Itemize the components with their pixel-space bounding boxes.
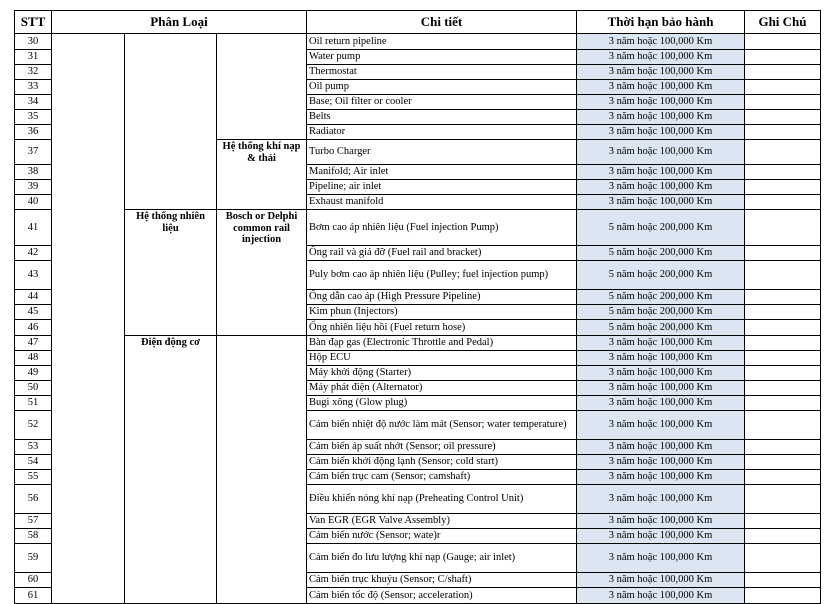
category-cell [217, 396, 307, 411]
row-note [745, 351, 821, 366]
header-stt: STT [15, 11, 52, 34]
table-row [15, 290, 821, 305]
table-row [15, 320, 821, 336]
table-row [15, 381, 821, 396]
category-cell [52, 261, 125, 290]
category-cell [217, 290, 307, 305]
row-stt: 43 [15, 261, 52, 290]
category-cell [125, 588, 217, 604]
row-stt: 44 [15, 290, 52, 305]
row-note [745, 179, 821, 194]
row-detail: Water pump [307, 49, 577, 64]
row-note [745, 109, 821, 124]
table-row [15, 124, 821, 140]
row-warranty: 3 năm hoặc 100,000 Km [577, 49, 745, 64]
row-detail: Pipeline; air inlet [307, 179, 577, 194]
row-note [745, 455, 821, 470]
category-cell [125, 164, 217, 179]
category-cell [125, 366, 217, 381]
table-row [15, 246, 821, 261]
row-detail: Radiator [307, 124, 577, 140]
row-warranty: 3 năm hoặc 100,000 Km [577, 544, 745, 573]
row-note [745, 246, 821, 261]
table-row [15, 164, 821, 179]
row-warranty: 3 năm hoặc 100,000 Km [577, 470, 745, 485]
row-note [745, 544, 821, 573]
category-cell [125, 261, 217, 290]
category-cell [52, 34, 125, 50]
category-cell [52, 366, 125, 381]
row-warranty: 5 năm hoặc 200,000 Km [577, 290, 745, 305]
table-row [15, 588, 821, 604]
row-stt: 47 [15, 335, 52, 351]
row-note [745, 305, 821, 320]
table-row [15, 94, 821, 109]
category-cell [125, 529, 217, 544]
row-warranty: 3 năm hoặc 100,000 Km [577, 485, 745, 514]
row-stt: 37 [15, 140, 52, 165]
category-cell [125, 440, 217, 455]
category-cell [52, 164, 125, 179]
row-note [745, 335, 821, 351]
row-warranty: 3 năm hoặc 100,000 Km [577, 34, 745, 50]
row-warranty: 3 năm hoặc 100,000 Km [577, 64, 745, 79]
row-warranty: 3 năm hoặc 100,000 Km [577, 396, 745, 411]
row-stt: 61 [15, 588, 52, 604]
row-warranty: 5 năm hoặc 200,000 Km [577, 305, 745, 320]
category-cell [52, 64, 125, 79]
row-warranty: 3 năm hoặc 100,000 Km [577, 164, 745, 179]
row-stt: 33 [15, 79, 52, 94]
row-stt: 54 [15, 455, 52, 470]
category-cell [52, 179, 125, 194]
row-stt: 56 [15, 485, 52, 514]
row-stt: 30 [15, 34, 52, 50]
row-note [745, 320, 821, 336]
row-warranty: 3 năm hoặc 100,000 Km [577, 109, 745, 124]
row-stt: 51 [15, 396, 52, 411]
category-cell [125, 411, 217, 440]
row-note [745, 94, 821, 109]
category-cell [52, 455, 125, 470]
row-warranty: 3 năm hoặc 100,000 Km [577, 94, 745, 109]
row-detail: Oil pump [307, 79, 577, 94]
category-cell [217, 320, 307, 336]
header-row [15, 11, 821, 34]
category-cell [125, 94, 217, 109]
row-detail: Kim phun (Injectors) [307, 305, 577, 320]
table-row [15, 573, 821, 588]
category-cell [217, 124, 307, 140]
header-detail: Chi tiết [307, 11, 577, 34]
table-row [15, 109, 821, 124]
row-detail: Điều khiển nóng khí nạp (Preheating Control Unit) [307, 485, 577, 514]
category-cell [217, 210, 307, 246]
row-note [745, 34, 821, 50]
table-row [15, 179, 821, 194]
row-detail: Cảm biến trục khuỷu (Sensor; C/shaft) [307, 573, 577, 588]
category-cell [217, 514, 307, 529]
row-stt: 52 [15, 411, 52, 440]
category-cell [217, 455, 307, 470]
category-cell [217, 109, 307, 124]
category-cell [52, 440, 125, 455]
table-row [15, 440, 821, 455]
category-cell [125, 124, 217, 140]
table-row [15, 529, 821, 544]
header-classification: Phân Loại [52, 11, 307, 34]
category-cell [52, 588, 125, 604]
category-cell [217, 94, 307, 109]
table-row [15, 305, 821, 320]
row-warranty: 3 năm hoặc 100,000 Km [577, 588, 745, 604]
category-cell [125, 34, 217, 50]
category-cell [217, 64, 307, 79]
row-detail: Máy khởi động (Starter) [307, 366, 577, 381]
category-cell [217, 79, 307, 94]
row-detail: Puly bơm cao áp nhiên liệu (Pulley; fuel injection pump) [307, 261, 577, 290]
category-cell [52, 514, 125, 529]
row-stt: 46 [15, 320, 52, 336]
row-note [745, 588, 821, 604]
table-row [15, 396, 821, 411]
row-detail: Máy phát điện (Alternator) [307, 381, 577, 396]
category-cell [217, 49, 307, 64]
table-row [15, 261, 821, 290]
category-cell [52, 320, 125, 336]
row-detail: Cảm biến áp suất nhớt (Sensor; oil pressure) [307, 440, 577, 455]
category-cell [52, 485, 125, 514]
category-cell [217, 246, 307, 261]
category-cell [217, 544, 307, 573]
row-stt: 58 [15, 529, 52, 544]
row-detail: Ống dẫn cao áp (High Pressure Pipeline) [307, 290, 577, 305]
row-note [745, 49, 821, 64]
category-cell [52, 210, 125, 246]
row-warranty: 3 năm hoặc 100,000 Km [577, 79, 745, 94]
category-cell [52, 109, 125, 124]
row-note [745, 290, 821, 305]
row-note [745, 261, 821, 290]
category-cell [217, 34, 307, 50]
category-cell [217, 179, 307, 194]
category-cell [125, 290, 217, 305]
row-warranty: 3 năm hoặc 100,000 Km [577, 440, 745, 455]
row-note [745, 366, 821, 381]
category-cell [125, 573, 217, 588]
row-warranty: 3 năm hoặc 100,000 Km [577, 179, 745, 194]
row-detail: Exhaust manifold [307, 194, 577, 210]
row-note [745, 470, 821, 485]
category-cell [52, 529, 125, 544]
header-note: Ghi Chú [745, 11, 821, 34]
row-detail: Hộp ECU [307, 351, 577, 366]
row-warranty: 5 năm hoặc 200,000 Km [577, 246, 745, 261]
category-cell [52, 140, 125, 165]
category-cell [52, 79, 125, 94]
group-engine-electrical: Điện động cơ [141, 336, 200, 348]
row-warranty: 3 năm hoặc 100,000 Km [577, 194, 745, 210]
row-detail: Cảm biến khởi động lạnh (Sensor; cold start) [307, 455, 577, 470]
table-row [15, 514, 821, 529]
row-stt: 53 [15, 440, 52, 455]
row-stt: 42 [15, 246, 52, 261]
row-stt: 57 [15, 514, 52, 529]
row-detail: Van EGR (EGR Valve Assembly) [307, 514, 577, 529]
row-note [745, 140, 821, 165]
category-cell [52, 94, 125, 109]
row-warranty: 3 năm hoặc 100,000 Km [577, 366, 745, 381]
row-stt: 32 [15, 64, 52, 79]
category-cell [125, 396, 217, 411]
table-row [15, 470, 821, 485]
category-cell [125, 109, 217, 124]
category-cell [217, 140, 307, 165]
row-warranty: 3 năm hoặc 100,000 Km [577, 381, 745, 396]
category-cell [52, 351, 125, 366]
row-detail: Bơm cao áp nhiên liệu (Fuel injection Pump) [307, 210, 577, 246]
category-cell [217, 529, 307, 544]
category-cell [125, 455, 217, 470]
row-note [745, 514, 821, 529]
row-warranty: 3 năm hoặc 100,000 Km [577, 335, 745, 351]
row-detail: Turbo Charger [307, 140, 577, 165]
row-note [745, 411, 821, 440]
row-warranty: 3 năm hoặc 100,000 Km [577, 411, 745, 440]
category-cell [125, 305, 217, 320]
row-stt: 40 [15, 194, 52, 210]
row-detail: Base; Oil filter or cooler [307, 94, 577, 109]
row-stt: 31 [15, 49, 52, 64]
row-detail: Ống rail và giá đỡ (Fuel rail and bracket) [307, 246, 577, 261]
row-stt: 49 [15, 366, 52, 381]
category-cell [217, 588, 307, 604]
table-row [15, 485, 821, 514]
category-cell [52, 246, 125, 261]
row-note [745, 64, 821, 79]
row-stt: 39 [15, 179, 52, 194]
row-detail: Bugi xông (Glow plug) [307, 396, 577, 411]
category-cell [217, 305, 307, 320]
row-detail: Cảm biến trục cam (Sensor; camshaft) [307, 470, 577, 485]
category-cell [52, 335, 125, 351]
row-note [745, 124, 821, 140]
category-cell [52, 396, 125, 411]
row-stt: 38 [15, 164, 52, 179]
category-cell [52, 49, 125, 64]
category-cell [217, 411, 307, 440]
category-cell [217, 485, 307, 514]
row-stt: 55 [15, 470, 52, 485]
category-cell [125, 64, 217, 79]
table-row [15, 366, 821, 381]
category-cell [125, 79, 217, 94]
table-row [15, 64, 821, 79]
table-row [15, 210, 821, 246]
category-cell [217, 351, 307, 366]
row-warranty: 5 năm hoặc 200,000 Km [577, 261, 745, 290]
row-detail: Oil return pipeline [307, 34, 577, 50]
row-note [745, 529, 821, 544]
row-warranty: 3 năm hoặc 100,000 Km [577, 124, 745, 140]
row-stt: 48 [15, 351, 52, 366]
category-cell [125, 351, 217, 366]
row-detail: Bàn đạp gas (Electronic Throttle and Pedal) [307, 335, 577, 351]
table-row [15, 49, 821, 64]
row-warranty: 3 năm hoặc 100,000 Km [577, 514, 745, 529]
group-common-rail: Bosch or Delphi common rail injection [225, 211, 298, 245]
category-cell [125, 470, 217, 485]
row-detail: Ống nhiên liệu hồi (Fuel return hose) [307, 320, 577, 336]
table-row [15, 140, 821, 165]
category-cell [217, 573, 307, 588]
row-warranty: 3 năm hoặc 100,000 Km [577, 573, 745, 588]
table-row [15, 544, 821, 573]
category-cell [125, 335, 217, 351]
row-stt: 36 [15, 124, 52, 140]
category-cell [52, 573, 125, 588]
category-cell [52, 194, 125, 210]
category-cell [52, 290, 125, 305]
category-cell [217, 261, 307, 290]
category-cell [125, 514, 217, 529]
category-cell [217, 164, 307, 179]
row-note [745, 485, 821, 514]
category-cell [52, 411, 125, 440]
category-cell [125, 320, 217, 336]
row-warranty: 5 năm hoặc 200,000 Km [577, 320, 745, 336]
row-warranty: 3 năm hoặc 100,000 Km [577, 529, 745, 544]
category-cell [125, 194, 217, 210]
category-cell [125, 49, 217, 64]
category-cell [217, 470, 307, 485]
table-row [15, 79, 821, 94]
category-cell [52, 381, 125, 396]
row-note [745, 194, 821, 210]
row-detail: Cảm biến đo lưu lượng khí nạp (Gauge; air inlet) [307, 544, 577, 573]
row-stt: 41 [15, 210, 52, 246]
row-note [745, 164, 821, 179]
row-detail: Belts [307, 109, 577, 124]
warranty-table [14, 10, 821, 604]
row-detail: Thermostat [307, 64, 577, 79]
row-note [745, 573, 821, 588]
category-cell [125, 381, 217, 396]
category-cell [217, 194, 307, 210]
row-stt: 35 [15, 109, 52, 124]
category-cell [52, 124, 125, 140]
row-detail: Cảm biến nước (Sensor; wate)r [307, 529, 577, 544]
row-note [745, 396, 821, 411]
row-detail: Cảm biến nhiệt độ nước làm mát (Sensor; water temperature) [307, 411, 577, 440]
row-note [745, 381, 821, 396]
category-cell [125, 485, 217, 514]
category-cell [217, 335, 307, 351]
row-warranty: 3 năm hoặc 100,000 Km [577, 140, 745, 165]
table-row [15, 351, 821, 366]
row-warranty: 3 năm hoặc 100,000 Km [577, 351, 745, 366]
category-cell [125, 140, 217, 165]
category-cell [217, 381, 307, 396]
table-row [15, 411, 821, 440]
group-fuel-system: Hệ thống nhiên liệu [136, 211, 205, 234]
row-note [745, 210, 821, 246]
table-row [15, 335, 821, 351]
row-note [745, 440, 821, 455]
row-stt: 45 [15, 305, 52, 320]
row-stt: 59 [15, 544, 52, 573]
row-stt: 50 [15, 381, 52, 396]
category-cell [125, 544, 217, 573]
category-cell [125, 210, 217, 246]
category-cell [125, 246, 217, 261]
group-intake-exhaust: Hệ thống khí nạp & thải [222, 141, 301, 164]
row-detail: Manifold; Air inlet [307, 164, 577, 179]
row-detail: Cảm biến tốc độ (Sensor; acceleration) [307, 588, 577, 604]
category-cell [52, 305, 125, 320]
table-row [15, 34, 821, 50]
header-warranty: Thời hạn bảo hành [577, 11, 745, 34]
row-stt: 34 [15, 94, 52, 109]
row-warranty: 3 năm hoặc 100,000 Km [577, 455, 745, 470]
category-cell [52, 544, 125, 573]
table-row [15, 455, 821, 470]
category-cell [52, 470, 125, 485]
row-warranty: 5 năm hoặc 200,000 Km [577, 210, 745, 246]
category-cell [217, 366, 307, 381]
row-note [745, 79, 821, 94]
table-row [15, 194, 821, 210]
row-stt: 60 [15, 573, 52, 588]
category-cell [217, 440, 307, 455]
category-cell [125, 179, 217, 194]
